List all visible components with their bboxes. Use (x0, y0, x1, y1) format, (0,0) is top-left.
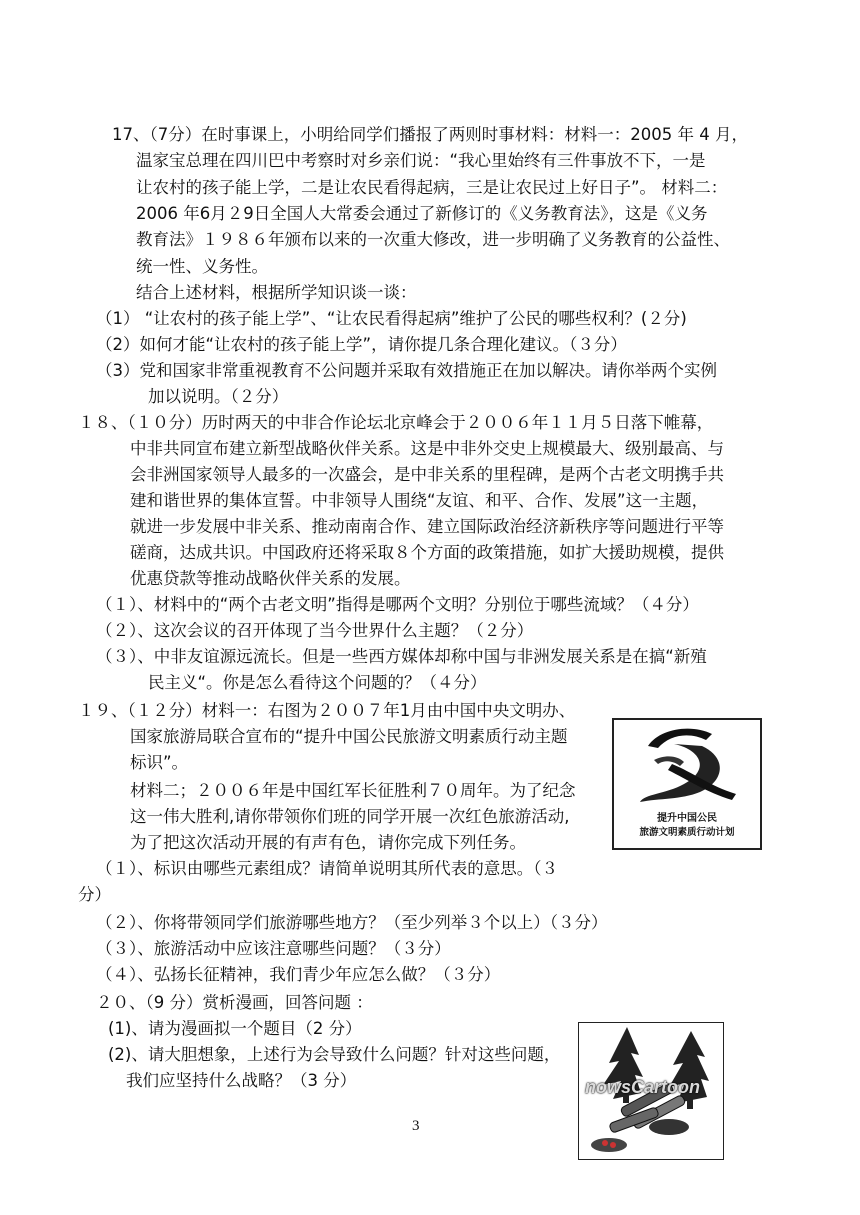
q17-sub-3: （3）党和国家非常重视教育不公问题并采取有效措施正在加以解决。请你举两个实例 (96, 361, 717, 380)
q19-sub-3: （３）、旅游活动中应该注意哪些问题？（３分） (96, 939, 451, 958)
q19-line-5: 这一伟大胜利,请你带领你们班的同学开展一次红色旅游活动, (130, 807, 570, 826)
q18-line-6: 磋商，达成共识。中国政府还将采取８个方面的政策措施，如扩大援助规模，提供 (130, 543, 724, 562)
logo-caption-line-2: 旅游文明素质行动计划 (639, 827, 735, 838)
q18-sub-3-cont: 民主义“。你是怎么看待这个问题的？（４分） (148, 673, 487, 692)
q19-line-6: 为了把这次活动开展的有声有色，请你完成下列任务。 (130, 833, 526, 852)
q17-line-3: 让农村的孩子能上学，二是让农民看得起病，三是让农民过上好日子”。 材料二： (136, 178, 728, 197)
q19-sub-1-cont: 分） (78, 885, 111, 904)
q20-sub-1: (1)、请为漫画拟一个题目（2 分） (108, 1019, 362, 1038)
tourism-logo-icon (614, 720, 760, 812)
q19-line-1: １９、（１２分）材料一：右图为２００７年1月由中国中央文明办、 (78, 701, 576, 720)
q17-line-1: 17、（7分）在时事课上，小明给同学们播报了两则时事材料：材料一：2005 年 4 月， (112, 125, 748, 144)
tourism-logo-figure (612, 718, 762, 850)
q18-line-4: 建和谐世界的集体宣誓。中非领导人围绕“友谊、和平、合作、发展”这一主题， (130, 491, 709, 510)
q19-sub-4: （４）、弘扬长征精神，我们青少年应怎么做？（３分） (96, 965, 501, 984)
q18-line-2: 中非共同宣布建立新型战略伙伴关系。这是中非外交史上规模最大、级别最高、与 (130, 439, 724, 458)
page-number: 3 (412, 1118, 420, 1134)
q18-sub-2: （２）、这次会议的召开体现了当今世界什么主题？（２分） (96, 621, 534, 640)
q20-line-1: ２０、（9 分）赏析漫画，回答问题 ： (96, 993, 373, 1012)
q19-line-3: 标识”。 (130, 753, 189, 772)
cartoon-watermark: nowsCartoon (585, 1077, 700, 1097)
q18-sub-3: （３）、中非友谊源远流长。但是一些西方媒体却称中国与非洲发展关系是在搞“新殖 (96, 647, 707, 666)
cartoon-figure (578, 1022, 724, 1160)
q20-sub-2-cont: 我们应坚持什么战略？（3 分） (126, 1071, 357, 1090)
q17-line-2: 温家宝总理在四川巴中考察时对乡亲们说：“我心里始终有三件事放不下，一是 (136, 151, 706, 170)
q18-line-1: １８、（１０分）历时两天的中非合作论坛北京峰会于２００６年１１月５日落下帷幕， (78, 413, 714, 432)
q17-sub-1: （1） “让农村的孩子能上学”、“让农民看得起病”维护了公民的哪些权利？(２分) (96, 309, 687, 328)
q17-sub-3-cont: 加以说明。（２分） (148, 387, 289, 406)
q18-sub-1: （１）、材料中的“两个古老文明”指得是哪两个文明？分别位于哪些流域？（４分） (96, 595, 699, 614)
q18-line-3: 会非洲国家领导人最多的一次盛会，是中非关系的里程碑，是两个古老文明携手共 (130, 465, 724, 484)
q20-sub-2: (2)、请大胆想象，上述行为会导致什么问题？针对这些问题， (108, 1045, 561, 1064)
q18-line-7: 优惠贷款等推动战略伙伴关系的发展。 (130, 569, 411, 588)
q17-line-7: 结合上述材料，根据所学知识谈一谈： (136, 283, 417, 302)
q17-sub-2: （2）如何才能“让农村的孩子能上学”，请你提几条合理化建议。（３分） (96, 335, 627, 354)
q17-line-5: 教育法》１９８６年颁布以来的一次重大修改，进一步明确了义务教育的公益性、 (136, 230, 730, 249)
q19-sub-2: （２）、你将带领同学们旅游哪些地方？（至少列举３个以上）（３分） (96, 913, 608, 932)
logo-caption-line-1: 提升中国公民 (657, 813, 717, 824)
q18-line-5: 就进一步发展中非关系、推动南南合作、建立国际政治经济新秩序等问题进行平等 (130, 517, 724, 536)
q19-sub-1: （１）、标识由哪些元素组成？请简单说明其所代表的意思。（３ (96, 859, 558, 878)
q19-line-4: 材料二；２００６年是中国红军长征胜利７０周年。为了纪念 (130, 781, 576, 800)
q17-line-6: 统一性、义务性。 (136, 257, 268, 276)
q17-line-4: 2006 年6月２9日全国人大常委会通过了新修订的《义务教育法》，这是《义务 (136, 204, 708, 223)
q19-line-2: 国家旅游局联合宣布的“提升中国公民旅游文明素质行动主题 (130, 727, 568, 746)
